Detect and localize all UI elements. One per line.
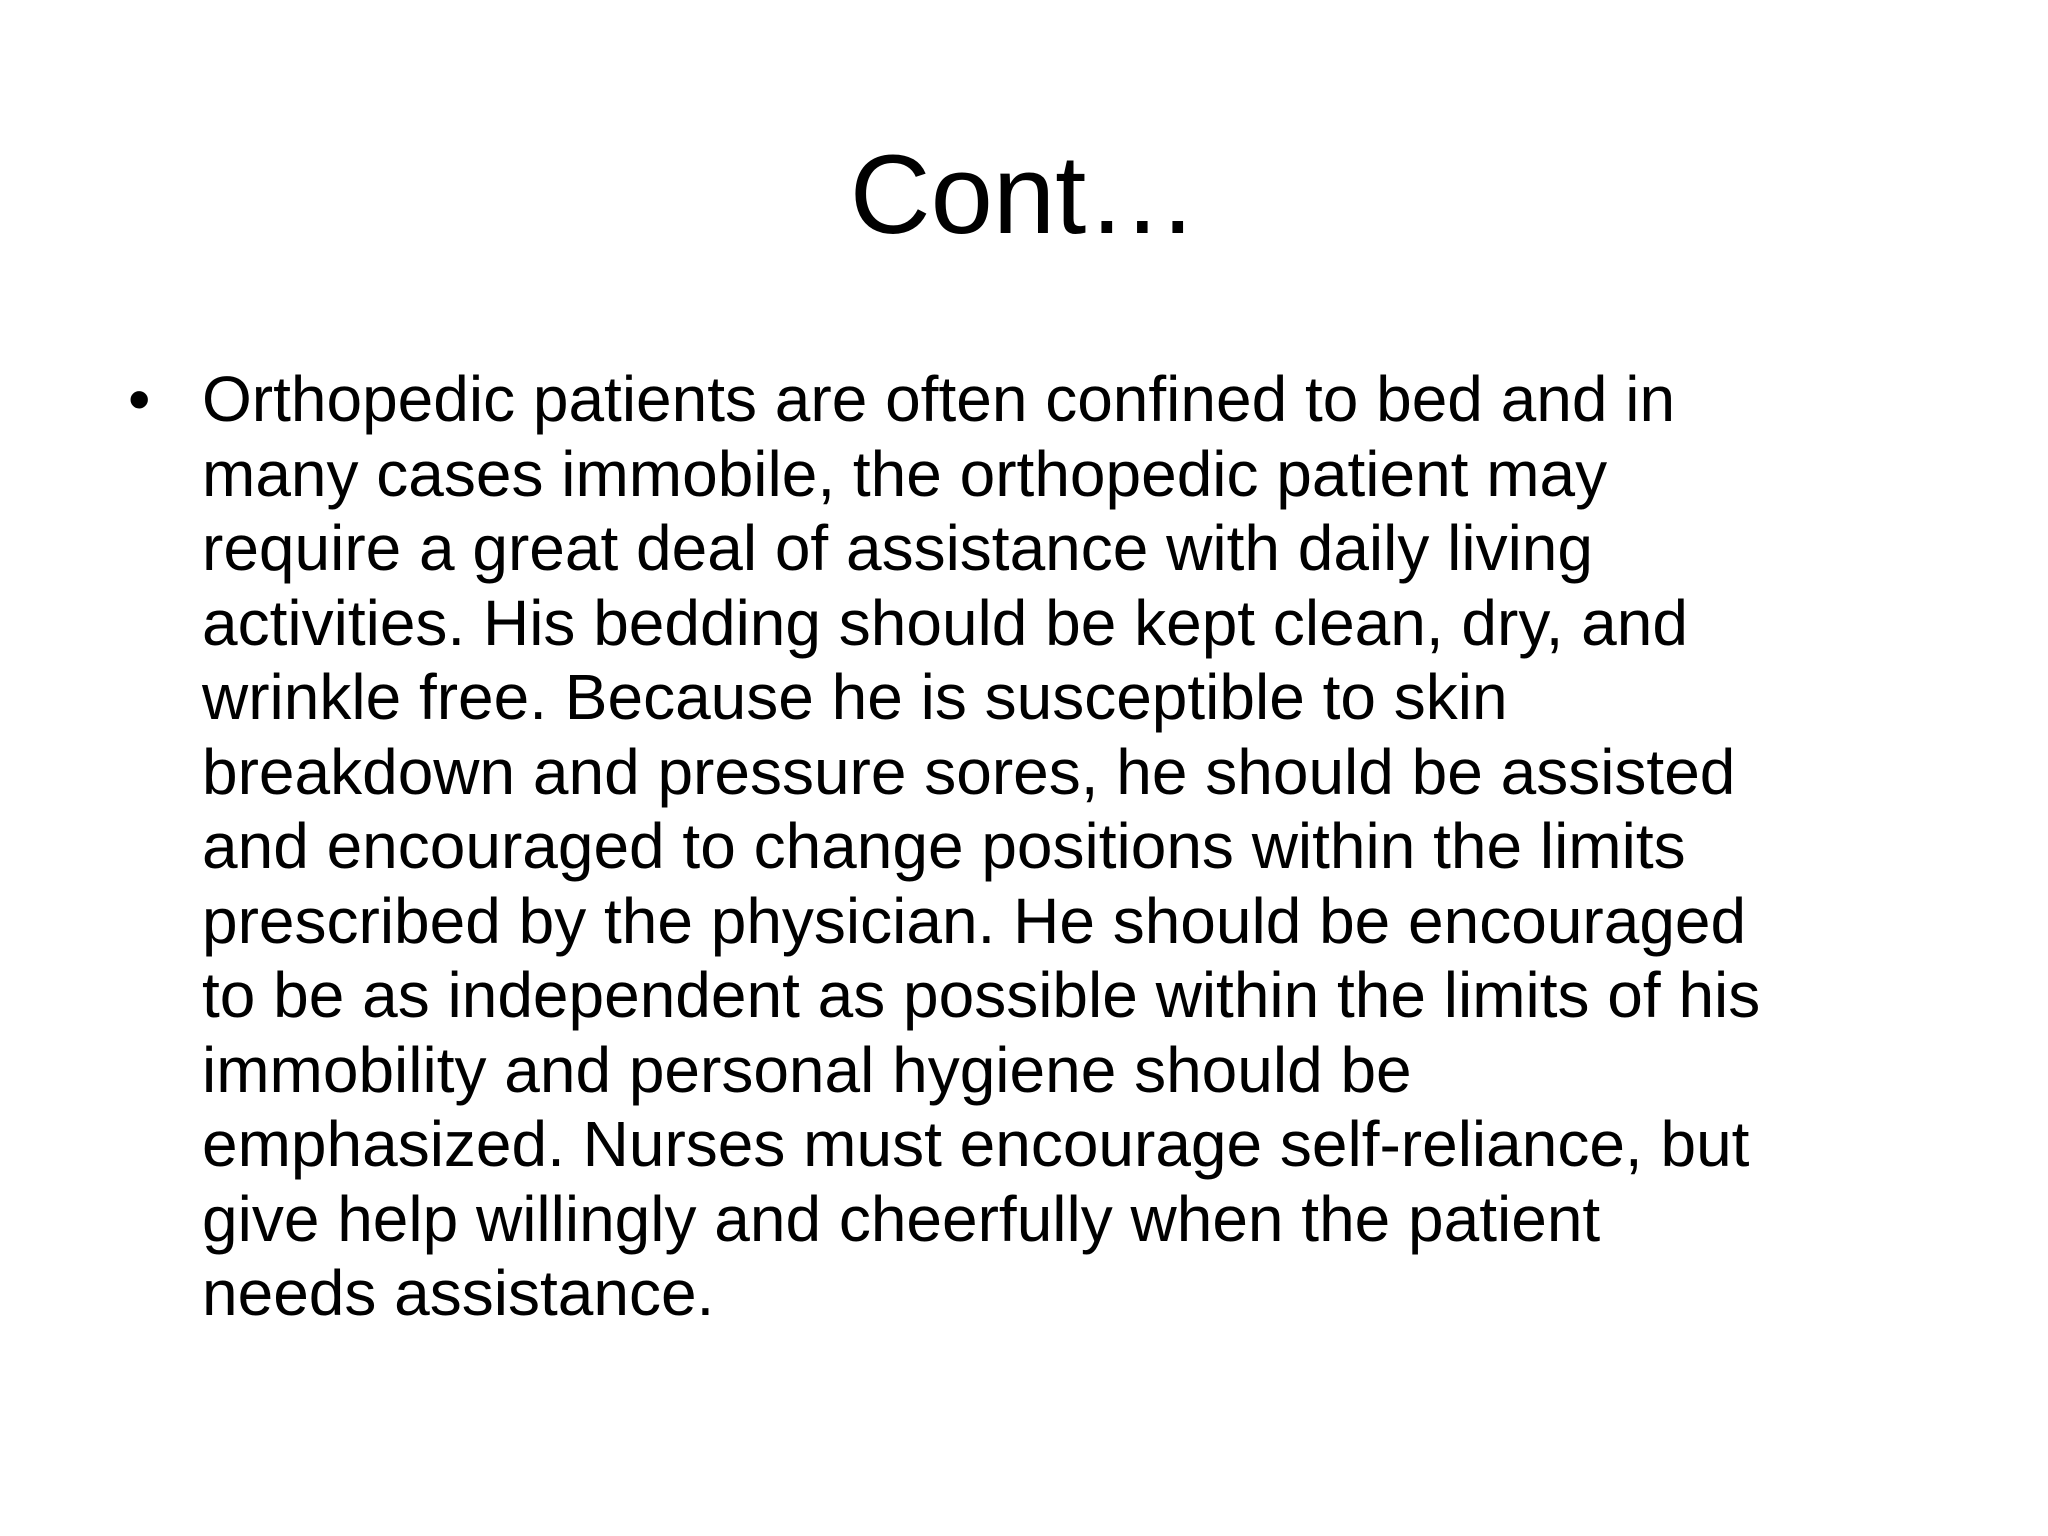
bullet-text-line: immobility and personal hygiene should be	[202, 1033, 1412, 1106]
bullet-text-line: many cases immobile, the orthopedic patient may	[202, 437, 1608, 510]
bullet-marker: •	[128, 363, 151, 435]
bullet-text-line: prescribed by the physician. He should be encouraged	[202, 884, 1747, 957]
bullet-text-line: give help willingly and cheerfully when the patient	[202, 1182, 1601, 1255]
bullet-text-line: emphasized. Nurses must encourage self-reliance, but	[202, 1108, 1750, 1180]
bullet-list	[110, 362, 1960, 1331]
bullet-text-line: breakdown and pressure sores, he should be assisted	[202, 735, 1736, 808]
bullet-text-line: require a great deal of assistance with daily living	[202, 512, 1593, 584]
bullet-text-line: to be as independent as possible within the limits of his	[202, 959, 1761, 1031]
bullet-text-line: wrinkle free. Because he is susceptible to skin	[202, 661, 1508, 733]
bullet-text-line: Orthopedic patients are often confined to bed and in	[202, 363, 1676, 435]
bullet-text-line: needs assistance.	[202, 1257, 715, 1329]
slide-title: Cont…	[849, 132, 1199, 257]
bullet-item	[110, 362, 1960, 1331]
bullet-text-line: activities. His bedding should be kept clean, dry, and	[202, 586, 1688, 659]
bullet-text-line: and encouraged to change positions within the limits	[202, 810, 1686, 882]
